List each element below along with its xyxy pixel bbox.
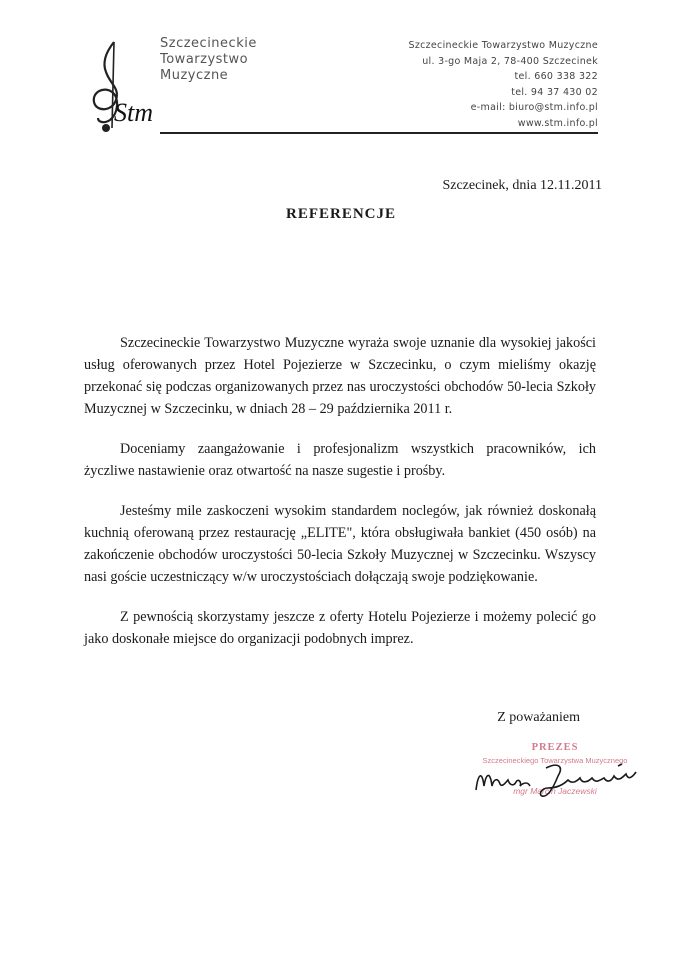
stamp-title: PREZES [531,742,579,753]
paragraph: Szczecineckie Towarzystwo Muzyczne wyraża swoje uznanie dla wysokiej jakości usług oferowanych przez Hotel Pojezierze w Szczecinku, o czym mieliśmy okazję przekonać się podczas organizowanych przez nas uroczystości obchodów 50-lecia Szkoły Muzycznej w Szczecinku, w dniach 28 – 29 października 2011 r. [84,335,596,417]
contact-line: e-mail: biuro@stm.info.pl [470,102,598,113]
header-divider [160,132,598,134]
contact-line: www.stm.info.pl [517,117,598,129]
contact-line: Szczecineckie Towarzystwo Muzyczne [408,40,598,51]
contact-line: tel. 660 338 322 [514,71,598,82]
org-name-line: Muzyczne [160,68,229,83]
treble-clef-logo [76,38,166,138]
org-name-line: Towarzystwo [160,52,249,67]
closing-phrase: Z poważaniem [497,710,580,725]
contact-block [408,38,598,131]
paragraph: Z pewnością skorzystamy jeszcze z oferty Hotelu Pojezierze i możemy polecić go jako doskonałe miejsce do organizacji podobnych imprez. [84,609,596,647]
logo-text: Stm [114,98,153,127]
stamp-subtitle: Szczecineckiego Towarzystwa Muzycznego [482,756,628,765]
letter-body [84,332,596,668]
contact-line: ul. 3-go Maja 2, 78-400 Szczecinek [422,55,598,67]
handwritten-signature [468,752,648,802]
org-name-line: Szczecineckie [160,36,257,51]
paragraph: Jesteśmy mile zaskoczeni wysokim standardem noclegów, jak również doskonałą kuchnią oferowaną przez restaurację „ELITE", która obsługiwała bankiet (450 osób) na zakończenie obchodów uroczystości 50-lecia Szkoły Muzycznej w Szczecinku. Wszyscy nasi goście uczestniczący w/w uroczystościach dołączają swoje podziękowanie. [84,503,596,585]
stamp-name: mgr Marcin Jaczewski [513,786,597,796]
place-date: Szczecinek, dnia 12.11.2011 [442,178,602,193]
letter-heading: REFERENCJE [285,206,396,222]
contact-line: tel. 94 37 430 02 [511,86,598,98]
org-name [160,36,257,84]
paragraph: Doceniamy zaangażowanie i profesjonalizm wszystkich pracowników, ich życzliwe nastawienie oraz otwartość na nasze sugestie i prośby. [84,441,596,479]
